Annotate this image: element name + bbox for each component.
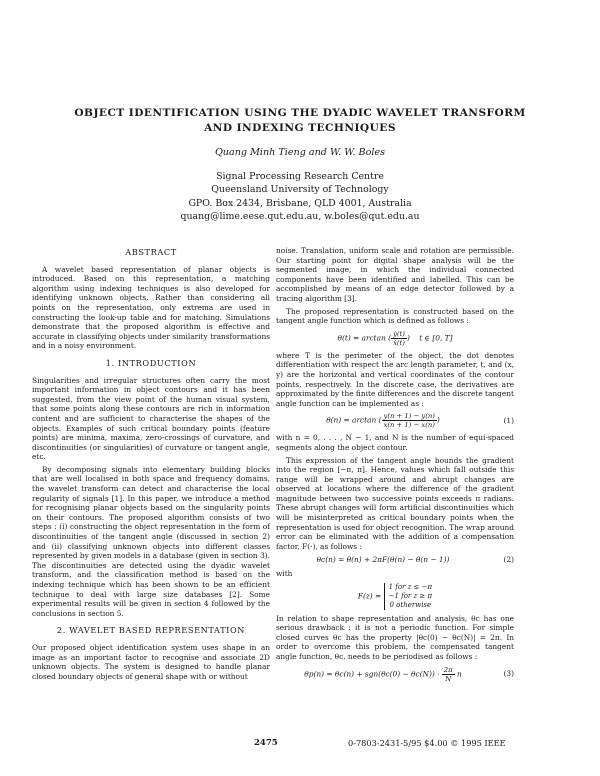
affiliation-line: Queensland University of Technology — [211, 184, 389, 196]
page-number: 2475 — [254, 738, 278, 748]
equation-3 — [276, 666, 514, 683]
case-row: −1 for z ≥ π — [388, 591, 433, 600]
paper-title — [20, 106, 580, 136]
equation-lhs: θ(t) = arctan — [337, 333, 386, 343]
right-paragraph: noise. Translation, uniform scale and rotation are permissible. Our starting point for digital shape analysis will be the segmented image, in which the individual connected components have been identified and labelled. This can be accomplished by means of an edge detector followed by a tracing algorithm [3]. — [276, 246, 514, 303]
equation-fraction — [382, 412, 437, 429]
fraction-numerator: ẏ(t) — [393, 329, 405, 338]
equation-number: (2) — [503, 555, 514, 565]
equation-domain: t ∈ [0, T] — [419, 333, 453, 343]
right-paragraph: This expression of the tangent angle bounds the gradient into the region [−π, π]. Hence, values which fall outside this range will be wrapped around and abrupt changes are observed at locations where the difference of the gradient magnitude between two successive points exceeds π radians. These abrupt changes will form artificial discontinuities which will be misinterpreted as critical boundary points when the representation is used for object recognition. The wrap around error can be eliminated with the addition of a compensation factor, F(·), as follows : — [276, 455, 514, 551]
left-column — [32, 248, 270, 684]
equation-fraction — [442, 666, 455, 683]
equation-lhs: θ(n) = arctan — [326, 415, 377, 425]
right-paragraph: where T is the perimeter of the object, the dot denotes differentiation with respect the arc length parameter, t, and (x, y) are the horizontal and vertical coordinates of the contour points, respectively. In the discrete case, the derivatives are approximated by the finite differences and the discrete tangent angle function can be implemented as : — [276, 350, 515, 408]
right-paragraph: with n = 0, . . . , N − 1, and N is the number of equi-spaced segments along the object contour. — [276, 433, 514, 452]
equation-lhs: F(z) = — [357, 591, 382, 601]
equation-number: (1) — [503, 416, 514, 426]
fraction-denominator: ẋ(t) — [393, 338, 405, 347]
affiliation-line: Signal Processing Research Centre — [216, 171, 384, 182]
case-row: 0 otherwise — [389, 600, 432, 609]
right-paragraph: The proposed representation is constructed based on the tangent angle function which is defined as follows : — [276, 306, 514, 326]
abstract-heading: ABSTRACT — [125, 247, 177, 257]
equation-expression: θc(n) = θ(n) + 2πF(θ(n) − θ(n − 1)) — [316, 555, 450, 565]
section-2-heading: 2. WAVELET BASED REPRESENTATION — [56, 625, 246, 636]
right-paragraph: In relation to shape representation and analysis, θc has one serious drawback : it is not a periodic function. For simple closed curves θc has the property |θc(0) − θc(N)| = 2π. In order to overcome this problem, the compensated tangent angle function, θc, needs to be periodised as follows : — [276, 613, 514, 661]
section-1-heading: 1. INTRODUCTION — [105, 357, 197, 368]
fraction-numerator: 2π — [443, 665, 453, 674]
copyright-line: 0-7803-2431-5/95 $4.00 © 1995 IEEE — [348, 738, 506, 748]
equation-1: θ(n) = arctan ( $\frac{y(n + 1) - y(n)}{x(n + 1) - x(n)}$ ) (1) — [326, 412, 514, 430]
equation-fraction — [391, 330, 407, 347]
abstract-text: A wavelet based representation of planar objects is introduced. Based on this representation, a matching algorithm using indexing techniques is also developed for identifying unknown objects. Rather than considering all points on the representation, only extrema are used in constructing the look-up table and for matching. Simulations demonstrate that the proposed algorithm is effective and accurate in classifying objects under similarity transformations and in a noisy environment. — [32, 264, 270, 351]
with-label: with — [276, 569, 293, 579]
affiliation-email: quang@lime.eese.qut.edu.au, w.boles@qut.edu.au — [180, 211, 420, 223]
fraction-denominator: x(n + 1) − x(n) — [383, 421, 435, 430]
equation-2 — [276, 555, 514, 565]
equation-cases — [384, 583, 433, 610]
right-column — [276, 246, 514, 687]
case-row: 1 for z ≤ −π — [388, 582, 433, 591]
section-2-paragraph: Our proposed object identification system uses shape in an image as an important factor to recognise and associate 2D unknown objects. The system is designed to handle planar closed boundary objects of general shape with or without — [32, 642, 270, 681]
equation-tail: n — [456, 669, 462, 679]
section-1-paragraph: Singularities and irregular structures often carry the most important information in object contours and it has been suggested, from the view point of the human visual system, that some points along these contours are rich in information content and are sufficient to characterise the shapes of the objects. Examples of such critical boundary points (feature points) are minima, maxima, zero-crossings of curvature, and discontinuities (or singularities) of curvature or tangent angle, etc. — [32, 375, 270, 462]
equation-tangent-angle: θ(t) = arctan ( $\frac{\text{ẏ(t)}}{\text{ẋ(t)}}$ ) t ∈ [0, T] — [337, 329, 453, 347]
section-1-paragraph: By decomposing signals into elementary building blocks that are well localised in both space and frequency domains, the wavelet transform can detect and characterise the local regularity of signals [1]. In this paper, we introduce a method for recognising planar objects based on the singularity points on their contours. The proposed algorithm consists of two steps : (i) constructing the object representation in the form of discontinuities of the tangent angle (discussed in section 2) and (ii) classifying unknown objects into different classes represented by given models in a database (given in section 3). The discontinuities are detected using the dyadic wavelet transform, and the classification method is based on the indexing technique which has been shown to be an efficient technique to deal with large size databases [2]. Some experimental results will be given in section 4 followed by the conclusions in section 5. — [32, 464, 270, 618]
equation-number: (3) — [503, 669, 514, 679]
equation-expression: θp(n) = θc(n) + sgn(θc(0) − θc(N)) · — [304, 669, 440, 679]
equation-compensation-factor — [276, 583, 514, 610]
title-line-1: OBJECT IDENTIFICATION USING THE DYADIC WAVELET TRANSFORM — [74, 107, 526, 119]
title-line-2: AND INDEXING TECHNIQUES — [204, 122, 396, 134]
author-names: Quang Minh Tieng and W. W. Boles — [214, 147, 386, 158]
fraction-denominator: N — [445, 674, 452, 683]
affiliation-block — [0, 170, 600, 224]
affiliation-line: GPO. Box 2434, Brisbane, QLD 4001, Australia — [188, 197, 412, 209]
fraction-numerator: y(n + 1) − y(n) — [383, 412, 435, 421]
